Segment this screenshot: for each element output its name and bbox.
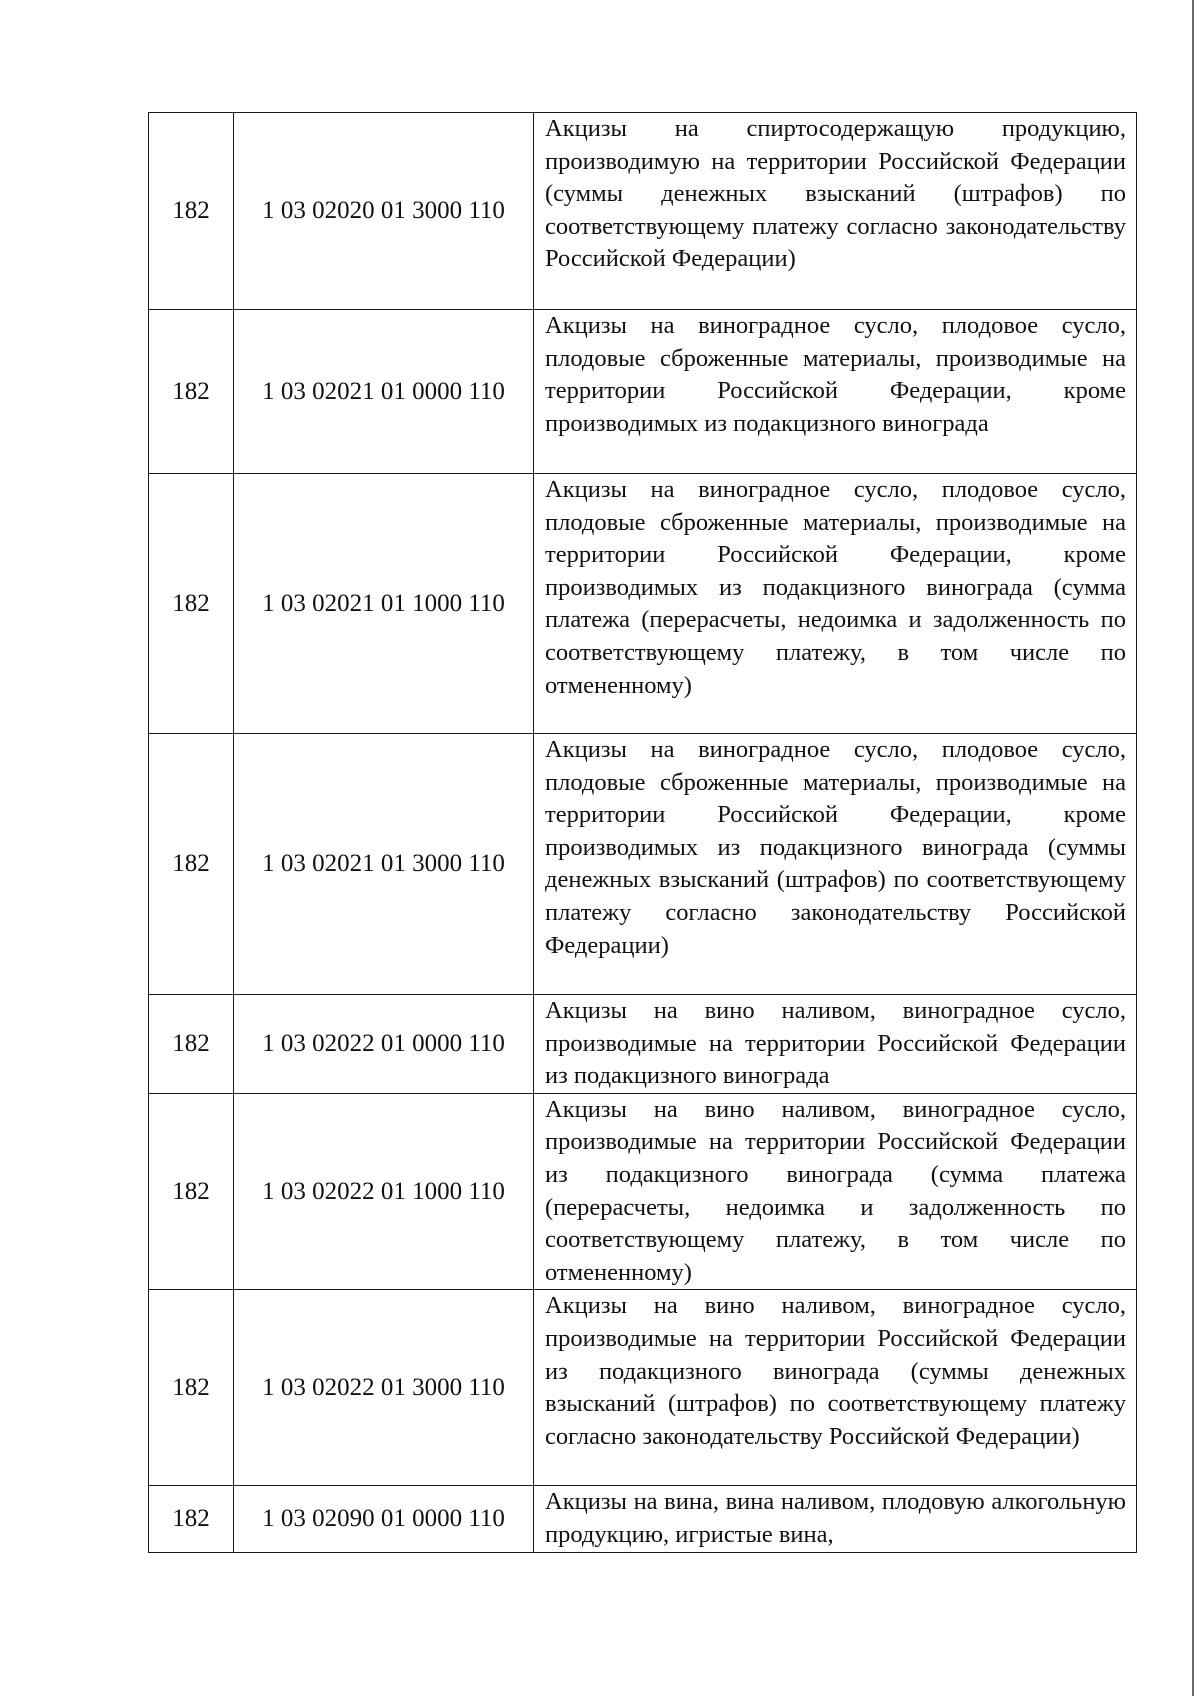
table-row xyxy=(149,1290,1137,1486)
admin-code-cell: 182 xyxy=(149,734,234,995)
admin-code-cell: 182 xyxy=(149,995,234,1094)
admin-code-cell: 182 xyxy=(149,1486,234,1553)
table-row xyxy=(149,995,1137,1094)
admin-code-cell: 182 xyxy=(149,1093,234,1290)
description-text-clipped: Акцизы на вина, вина наливом, плодовую алкогольную продукцию, игристые вина, xyxy=(545,1488,1126,1548)
table-row xyxy=(149,113,1137,310)
description-cell: Акцизы на виноградное сусло, плодовое сусло, плодовые сброженные материалы, производимые на территории Российской Федерации, кроме производимых из подакцизного винограда (суммы денежных взысканий (штрафов) по соответствующему платежу согласно законодательству Российской Федерации) xyxy=(534,734,1137,995)
admin-code-cell: 182 xyxy=(149,310,234,474)
budget-code-cell: 1 03 02020 01 3000 110 xyxy=(234,113,534,310)
budget-code-cell: 1 03 02022 01 1000 110 xyxy=(234,1093,534,1290)
budget-code-cell: 1 03 02022 01 0000 110 xyxy=(234,995,534,1094)
table-row xyxy=(149,310,1137,474)
table-row xyxy=(149,1486,1137,1553)
description-cell: Акцизы на вино наливом, виноградное сусло, производимые на территории Российской Федерации из подакцизного винограда (сумма платежа (перерасчеты, недоимка и задолженность по соответствующему платежу, в том числе по отмененному) xyxy=(534,1093,1137,1290)
description-cell: Акцизы на вино наливом, виноградное сусло, производимые на территории Российской Федерации из подакцизного винограда xyxy=(534,995,1137,1094)
admin-code-cell: 182 xyxy=(149,1290,234,1486)
admin-code-cell: 182 xyxy=(149,474,234,734)
budget-code-cell: 1 03 02021 01 0000 110 xyxy=(234,310,534,474)
admin-code-cell: 182 xyxy=(149,113,234,310)
budget-code-cell: 1 03 02090 01 0000 110 xyxy=(234,1486,534,1553)
budget-code-cell: 1 03 02021 01 1000 110 xyxy=(234,474,534,734)
description-cell xyxy=(534,1486,1137,1553)
budget-code-cell: 1 03 02022 01 3000 110 xyxy=(234,1290,534,1486)
description-cell: Акцизы на вино наливом, виноградное сусло, производимые на территории Российской Федерации из подакцизного винограда (суммы денежных взысканий (штрафов) по соответствующему платежу согласно законодательству Российской Федерации) xyxy=(534,1290,1137,1486)
description-cell: Акцизы на виноградное сусло, плодовое сусло, плодовые сброженные материалы, производимые на территории Российской Федерации, кроме производимых из подакцизного винограда xyxy=(534,310,1137,474)
page-edge-line xyxy=(1192,0,1194,1696)
budget-codes-table xyxy=(148,112,1137,1553)
table-row xyxy=(149,734,1137,995)
description-cell: Акцизы на виноградное сусло, плодовое сусло, плодовые сброженные материалы, производимые на территории Российской Федерации, кроме производимых из подакцизного винограда (сумма платежа (перерасчеты, недоимка и задолженность по соответствующему платежу, в том числе по отмененному) xyxy=(534,474,1137,734)
budget-code-cell: 1 03 02021 01 3000 110 xyxy=(234,734,534,995)
table-row xyxy=(149,474,1137,734)
description-cell: Акцизы на спиртосодержащую продукцию, производимую на территории Российской Федерации (суммы денежных взысканий (штрафов) по соответствующему платежу согласно законодательству Российской Федерации) xyxy=(534,113,1137,310)
table-row xyxy=(149,1093,1137,1290)
